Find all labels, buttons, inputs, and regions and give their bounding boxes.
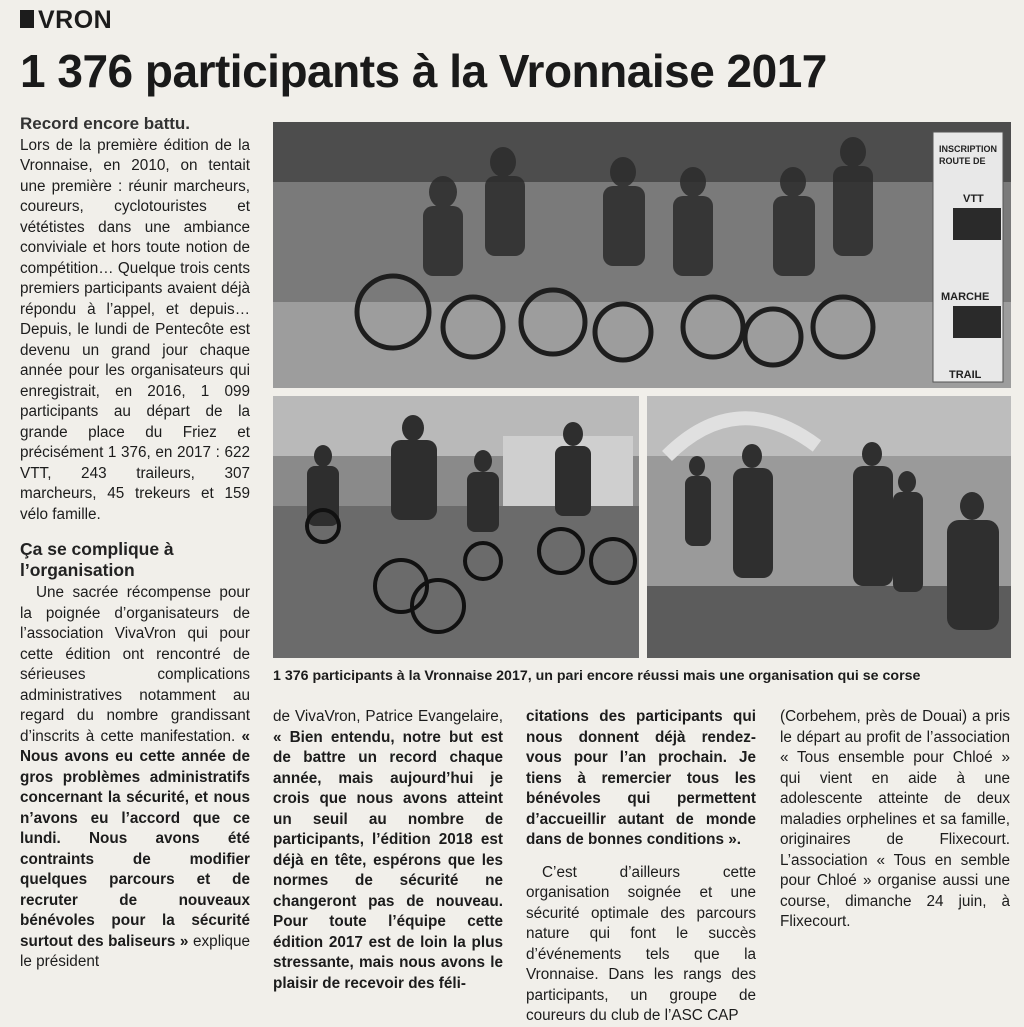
subhead: Ça se complique à l’organisation [20,539,174,580]
rubric-square [20,10,34,28]
col1-para1: Lors de la première édition de la Vronnaise, en 2010, on tentait une première : réunir marcheurs, coureurs, cyclotouristes et vététistes dans une ambiance conviviale et hors toute notion de compétition… Quelque trois cents premiers participants avaient déjà répondu à l’appel, et depuis… Depuis, le lundi de Pentecôte est devenu un grand jour chaque année pour les organisateurs qui enregistrait, en 2016, 1 099 participants au départ de la grande place du Friez et précisément 1 376, en 2017 : 622 VTT, 243 traileurs, 307 marcheurs, 45 trekeurs et 159 vélo famille. [20,136,250,523]
column-2 [273,707,503,994]
col1-quote: « Nous avons eu cette année de gros problèmes administratifs concernant la sécurité, et nous n’avons eu l’accord que ce lundi. Nous avons été contraints de modifier quelques parcours et de recruter de nouveaux bénévoles pour la sécurité surtout des baliseurs » [20,727,251,950]
col1-para2: Une sacrée récompense pour la poignée d’organisateurs de l’association VivaVron qui pour cette édition ont rencontré de sérieuses complications administratives notamment au regard du nombre grandissant d’inscrits à cette manifestation. [20,584,250,745]
sign-inscription: INSCRIPTION [939,144,998,154]
sign-route: ROUTE DE [939,156,986,166]
sign-vtt: VTT [963,193,984,205]
column-3 [526,707,756,1027]
column-1 [20,114,250,973]
col2-start: de VivaVron, Patrice Evangelaire, [273,708,503,725]
rubric-label: VRON [38,6,113,34]
photo-cyclists-road [273,396,639,658]
col3-quote: citations des participants qui nous donnent déjà rendez-vous pour l’an prochain. Je tiens à remercier tous les bénévoles qui permettent d’accueillir autant de monde dans de bonnes conditions ». [526,708,756,848]
sign-marche: MARCHE [941,291,990,303]
lead: Record encore battu. [20,114,191,133]
photo-walkers [647,396,1011,658]
column-4 [780,707,1010,933]
col4-para: (Corbehem, près de Douai) a pris le départ au profit de l’association « Tous ensemble pour Chloé » qui vient en aide à une adolescente atteinte de deux maladies orphelines et sa famille, originaires de Flixecourt. L’association « Tous en semble pour Chloé » organise aussi une course, dimanche 24 juin, à Flixecourt. [780,708,1010,930]
photo-cyclists-start [273,122,1011,388]
col2-quote: « Bien entendu, notre but est de battre un record chaque année, mais aujourd’hui je crois que nous avons atteint un seuil au nombre de participants, l’édition 2018 est déjà en tête, espérons que les normes de sécurité ne changeront pas de nouveau. Pour toute l’équipe cette édition 2017 est de loin la plus stressante, mais nous avons le plaisir de recevoir des féli- [273,728,503,992]
col3-para: C’est d’ailleurs cette organisation soignée et une sécurité optimale des parcours nature qui font le succès d’événements tels que la Vronnaise. Dans les rangs des participants, un groupe de coureurs du club de l’ASC CAP [526,863,756,1024]
sign-trail: TRAIL [949,369,982,381]
rubric [20,6,112,35]
photo-caption: 1 376 participants à la Vronnaise 2017, un pari encore réussi mais une organisation qui se corse [273,668,921,684]
headline: 1 376 participants à la Vronnaise 2017 [20,45,827,97]
col1-tail: explique le président [20,932,251,970]
